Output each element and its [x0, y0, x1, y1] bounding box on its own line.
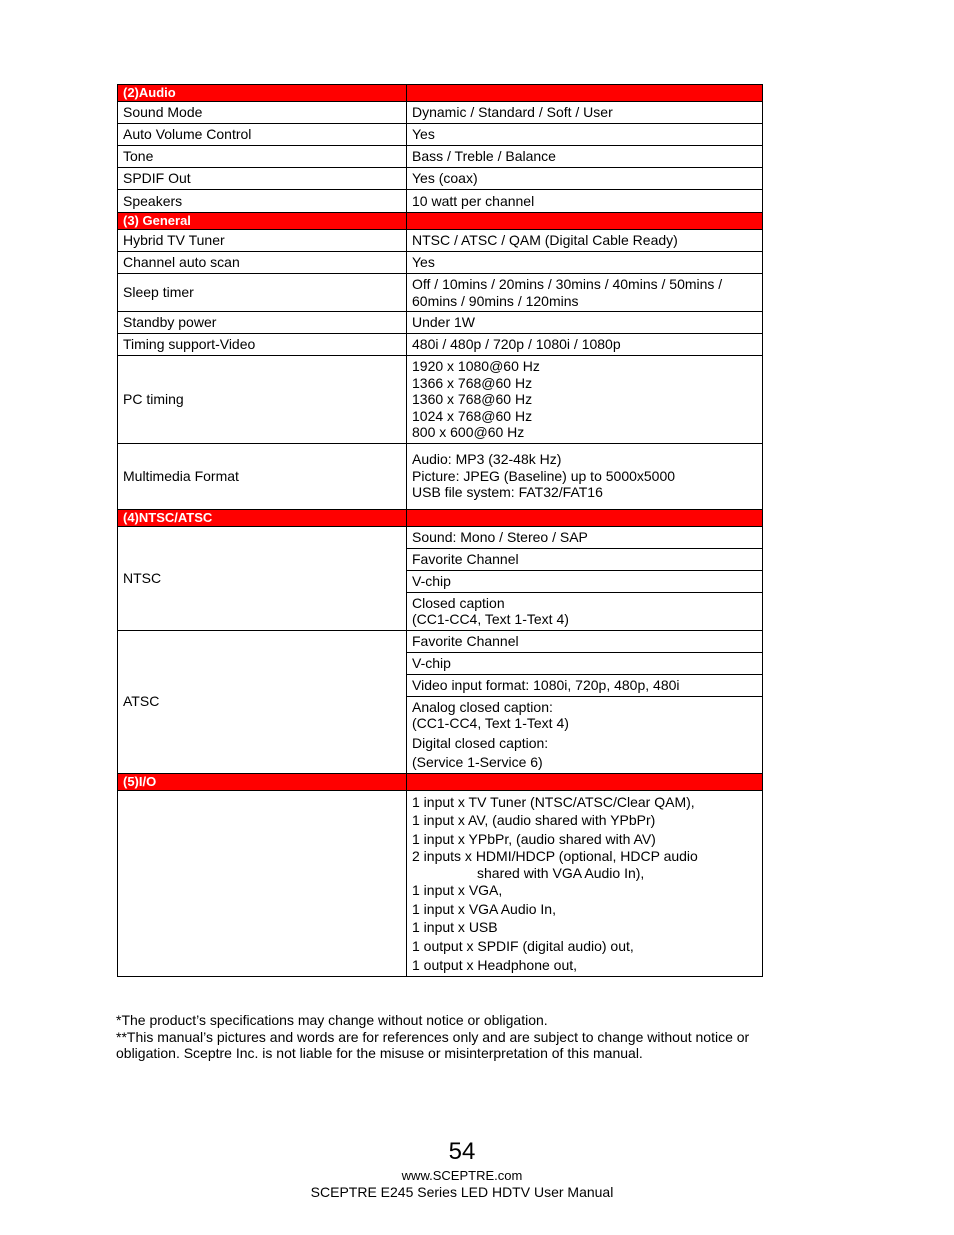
spec-value [407, 356, 763, 444]
spec-value: Yes (coax) [407, 168, 763, 190]
spec-value: 10 watt per channel [407, 190, 763, 213]
spec-value [407, 443, 763, 509]
value-line: (CC1-CC4, Text 1-Text 4) [412, 715, 569, 731]
disclaimer-notes [116, 1012, 766, 1062]
spec-row [118, 230, 763, 252]
spec-value [407, 274, 763, 312]
spec-label: Timing support-Video [118, 334, 407, 356]
value-line: 1 input x VGA, [412, 882, 503, 899]
spec-label: SPDIF Out [118, 168, 407, 190]
spec-value: Dynamic / Standard / Soft / User [407, 102, 763, 124]
spec-label: Standby power [118, 312, 407, 334]
value-line: 1920 x 1080@60 Hz [412, 358, 540, 374]
spec-row [118, 630, 763, 652]
value-line: Audio: MP3 (32-48k Hz) [412, 451, 562, 468]
spec-value: Yes [407, 124, 763, 146]
spec-label: Sleep timer [118, 274, 407, 312]
value-line: Off / 10mins / 20mins / 30mins / 40mins / 50mins / [412, 276, 723, 292]
spec-value: Under 1W [407, 312, 763, 334]
spec-label-ntsc: NTSC [118, 526, 407, 630]
spec-value: Yes [407, 252, 763, 274]
section-title: (5)I/O [118, 773, 407, 790]
spec-value: V-chip [407, 570, 763, 592]
value-line: 1 input x AV, (audio shared with YPbPr) [412, 812, 656, 829]
spec-value [407, 696, 763, 773]
spec-value: Favorite Channel [407, 548, 763, 570]
spec-label: Channel auto scan [118, 252, 407, 274]
page-number: 54 [448, 1138, 476, 1165]
value-line: (Service 1-Service 6) [412, 754, 543, 770]
spec-row [118, 526, 763, 548]
spec-row [118, 356, 763, 444]
spec-value: 480i / 480p / 720p / 1080i / 1080p [407, 334, 763, 356]
value-line: 2 inputs x HDMI/HDCP (optional, HDCP audio [412, 848, 698, 865]
spec-row [118, 252, 763, 274]
spec-label: Speakers [118, 190, 407, 213]
section-header-audio [118, 85, 763, 102]
spec-label: Sound Mode [118, 102, 407, 124]
value-line: Analog closed caption: [412, 698, 553, 715]
value-line: shared with VGA Audio In), [477, 864, 645, 881]
section-header-general [118, 213, 763, 230]
page-footer [0, 1167, 954, 1201]
spec-label: PC timing [118, 356, 407, 444]
section-header-ntsc-atsc [118, 509, 763, 526]
website-url: www.SCEPTRE.com [401, 1168, 523, 1183]
manual-title: SCEPTRE E245 Series LED HDTV User Manual [310, 1184, 614, 1200]
section-title: (3) General [118, 213, 407, 230]
value-line: 800 x 600@60 Hz [412, 424, 525, 440]
spec-label: Multimedia Format [118, 443, 407, 509]
value-line: 1 input x YPbPr, (audio shared with AV) [412, 830, 656, 847]
value-line: (CC1-CC4, Text 1-Text 4) [412, 611, 569, 627]
spec-value: Video input format: 1080i, 720p, 480p, 480i [407, 674, 763, 696]
section-title: (2)Audio [118, 85, 407, 102]
spec-value: Bass / Treble / Balance [407, 146, 763, 168]
spec-label: Auto Volume Control [118, 124, 407, 146]
spec-label: Hybrid TV Tuner [118, 230, 407, 252]
disclaimer-note: **This manual’s pictures and words are for references only and are subject to change without notice or obligation. Sceptre Inc. is not liable for the misuse or misinterpretation of this manual. [116, 1028, 750, 1061]
spec-row [118, 274, 763, 312]
spec-value: Favorite Channel [407, 630, 763, 652]
spec-label: Tone [118, 146, 407, 168]
value-line: Closed caption [412, 594, 505, 611]
value-line: 1 input x VGA Audio In, [412, 900, 556, 917]
section-title: (4)NTSC/ATSC [118, 509, 407, 526]
value-line: 1024 x 768@60 Hz [412, 407, 533, 424]
value-line: 1366 x 768@60 Hz [412, 374, 533, 391]
value-line: 60mins / 90mins / 120mins [412, 292, 579, 309]
value-line: 1 input x TV Tuner (NTSC/ATSC/Clear QAM), [412, 793, 695, 810]
spec-row [118, 146, 763, 168]
spec-row [118, 443, 763, 509]
spec-row [118, 124, 763, 146]
spec-row [118, 102, 763, 124]
value-line: 1360 x 768@60 Hz [412, 391, 533, 407]
value-line: Digital closed caption: [412, 734, 549, 751]
value-line: USB file system: FAT32/FAT16 [412, 484, 603, 501]
section-header-io [118, 773, 763, 790]
spec-label-atsc: ATSC [118, 630, 407, 773]
spec-row [118, 312, 763, 334]
value-line: 1 input x USB [412, 919, 498, 936]
spec-row [118, 334, 763, 356]
spec-value: NTSC / ATSC / QAM (Digital Cable Ready) [407, 230, 763, 252]
specifications-table [117, 84, 763, 977]
spec-row [118, 168, 763, 190]
spec-value [407, 592, 763, 630]
spec-row [118, 790, 763, 977]
value-line: 1 output x SPDIF (digital audio) out, [412, 938, 634, 955]
spec-row [118, 190, 763, 213]
spec-label [118, 790, 407, 977]
disclaimer-note: *The product’s specifications may change without notice or obligation. [116, 1012, 548, 1028]
value-line: 1 output x Headphone out, [412, 956, 578, 973]
spec-value: Sound: Mono / Stereo / SAP [407, 526, 763, 548]
spec-value [407, 790, 763, 977]
spec-value: V-chip [407, 652, 763, 674]
value-line: Picture: JPEG (Baseline) up to 5000x5000 [412, 467, 676, 484]
